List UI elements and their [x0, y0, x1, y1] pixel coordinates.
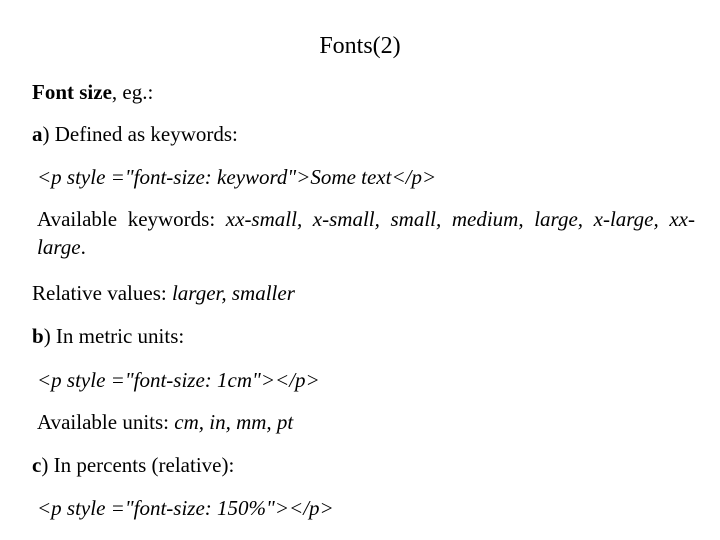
relative-values — [32, 279, 692, 307]
code-example-keyword: <p style ="font-size: keyword">Some text</p> — [37, 165, 437, 189]
section-c-heading — [32, 451, 692, 479]
section-a-heading — [32, 120, 692, 148]
available-units — [32, 408, 697, 436]
section-b-letter: b — [32, 324, 44, 348]
section-c-letter: c — [32, 453, 42, 477]
section-a-text: ) Defined as keywords: — [42, 122, 238, 146]
available-units-list: cm, in, mm, pt — [174, 410, 294, 434]
relative-values-label: Relative values: — [32, 281, 172, 305]
available-keywords-label: Available keywords: — [37, 207, 226, 231]
available-keywords — [32, 205, 695, 261]
available-keywords-end: . — [80, 235, 86, 259]
intro-line — [32, 78, 692, 106]
code-example-percent: <p style ="font-size: 150%"></p> — [37, 496, 334, 520]
slide-title: Fonts(2) — [319, 33, 401, 59]
code-example-metric: <p style ="font-size: 1cm"></p> — [37, 368, 320, 392]
available-keywords-list: xx-small, x-small, small, medium, large, x-large, xx-large — [37, 207, 695, 259]
available-units-label: Available units: — [37, 410, 175, 434]
section-b-text: ) In metric units: — [43, 324, 185, 348]
section-a-letter: a — [32, 122, 43, 146]
relative-values-list: larger, smaller — [171, 281, 295, 305]
section-c-text: ) In percents (relative): — [41, 453, 235, 477]
section-b-heading — [32, 322, 692, 350]
intro-rest: , eg.: — [111, 80, 154, 104]
font-size-term: Font size — [32, 80, 112, 104]
